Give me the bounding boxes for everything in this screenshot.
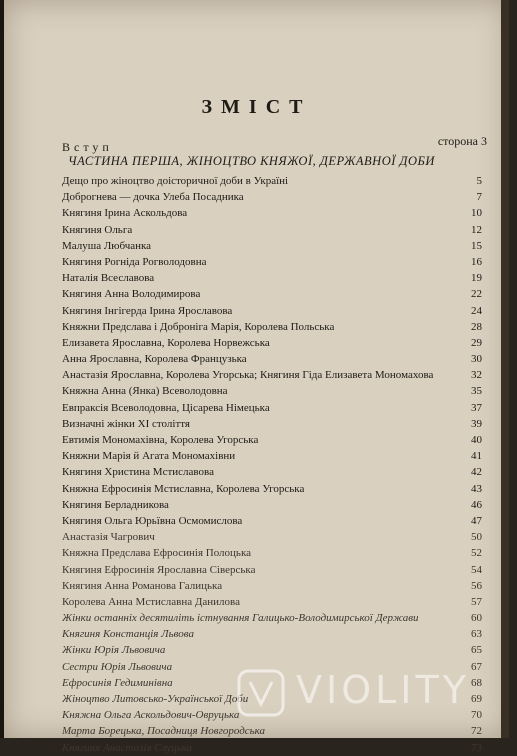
toc-entry-title: Елизавета Ярославна, Королева Норвежська: [62, 336, 270, 349]
violity-logo-icon: [236, 668, 286, 718]
toc-entry-title: Сестри Юрія Львовича: [62, 660, 173, 673]
toc-entry-page: 10: [471, 207, 482, 220]
toc-entry-page: 42: [471, 466, 482, 479]
toc-entry-title: Княгиня Констанція Львова: [62, 628, 194, 641]
toc-entry: [62, 173, 482, 189]
toc-entry-title: Дещо про жіноцтво доісторичної доби в Україні: [62, 175, 289, 187]
toc-entry-title: Княгиня Анастазія Слуцька: [62, 741, 193, 754]
toc-entry-title: Анастазія Ярославна, Королева Угорська; Княгиня Гіда Елизавета Мономахова: [62, 369, 434, 382]
toc-entry: [62, 464, 482, 480]
toc-entry: [62, 222, 482, 238]
intro-label: Вступ: [62, 140, 113, 154]
toc-entry: [62, 416, 482, 432]
toc-entry-title: Жінки Юрія Львовича: [62, 644, 166, 657]
toc-entry-title: Княгиня Інгігерда Ірина Ярославова: [62, 304, 233, 317]
toc-entry-title: Жіноцтво Литовсько-Української Доби: [62, 693, 249, 705]
toc-entry-page: 69: [471, 693, 482, 705]
intro-page: сторона 3: [437, 134, 487, 148]
toc-entry-page: 29: [471, 336, 482, 349]
toc-entry-title: Княжна Ефросинія Мстиславна, Королева Угорська: [62, 482, 305, 495]
toc-entry-page: 5: [476, 175, 482, 187]
toc-entry-title: Княжни Марія й Агата Мономахівни: [62, 450, 236, 463]
toc-entry-title: Марта Борецька, Посадниця Новгородська: [62, 725, 266, 738]
toc-entry: [62, 270, 482, 286]
toc-entry-page: 67: [471, 660, 482, 673]
toc-entry-page: 41: [471, 450, 482, 463]
toc-entry: [62, 529, 482, 545]
intro-row: [62, 134, 487, 154]
toc-entry-page: 39: [471, 417, 482, 430]
toc-entry-page: 60: [471, 612, 482, 625]
toc-entry-title: Королева Анна Мстиславна Данилова: [62, 595, 240, 608]
toc-entry: [62, 400, 482, 416]
toc-entry-page: 15: [471, 239, 482, 252]
toc-entry-title: Княжна Ольга Аскольдович-Овруцька: [62, 709, 240, 722]
toc-entry-title: Княгиня Рогніда Рогволодовна: [62, 255, 207, 268]
toc-entry-page: 35: [471, 385, 482, 398]
toc-entry: [62, 319, 482, 335]
toc-entry-page: 7: [476, 191, 482, 204]
toc-entry-page: 16: [471, 255, 482, 268]
toc-entry-title: Доброгнева — дочка Улеба Посадника: [62, 191, 244, 204]
toc-entry: [62, 286, 482, 302]
toc-entry: [62, 303, 482, 319]
toc-entry: [62, 254, 482, 270]
toc-entry-page: 56: [471, 579, 482, 592]
toc-entry: [62, 448, 482, 464]
toc-entry-title: Княгиня Ірина Аскольдова: [62, 207, 188, 220]
toc-entry-title: Наталія Всеславова: [62, 272, 155, 285]
toc-entry-title: Ефросинія Гедиминівна: [62, 676, 173, 689]
toc-entry-title: Княжни Предслава і Доброніга Марія, Королева Польська: [62, 320, 335, 333]
toc-entry-title: Княгиня Анна Володимирова: [62, 288, 201, 301]
toc-entry: [62, 610, 482, 626]
toc-entry-title: Княгиня Берладникова: [62, 498, 169, 511]
toc-entry-page: 57: [471, 595, 482, 608]
toc-entry-title: Евпраксія Всеволодовна, Цісарева Німецька: [62, 401, 270, 414]
toc-entry: [62, 335, 482, 351]
page-title: ЗМІСТ: [201, 96, 312, 118]
toc-entry-page: 50: [471, 531, 482, 544]
toc-entry-title: Анастазія Чагрович: [62, 531, 155, 544]
toc-entry: [62, 367, 482, 383]
toc-entry: [62, 545, 482, 561]
toc-entry-title: Анна Ярославна, Королева Французька: [62, 353, 247, 366]
toc-entry-page: 63: [471, 628, 482, 641]
toc-entry-page: 65: [471, 644, 482, 657]
toc-entry-page: 24: [471, 304, 482, 317]
toc-entry: [62, 723, 482, 739]
toc-entry-page: 72: [471, 725, 482, 738]
toc-entry: [62, 497, 482, 513]
toc-entry-title: Княгиня Ефросинія Ярославна Сіверська: [62, 563, 256, 576]
book-page: [4, 0, 509, 754]
toc-entry: [62, 578, 482, 594]
toc-entry-page: 30: [471, 353, 482, 366]
toc-entry-title: Жінки останніх десятиліть істнування Галицько-Володимирської Держави: [62, 612, 419, 625]
toc-entry-title: Визначні жінки ХІ століття: [62, 417, 190, 430]
toc-entry-page: 54: [471, 563, 482, 576]
toc-entry-title: Княгиня Анна Романова Галицька: [62, 579, 223, 592]
toc-entry: [62, 238, 482, 254]
toc-entry-title: Княжна Анна (Янка) Всеволодовна: [62, 385, 228, 398]
toc-entry: [62, 189, 482, 205]
toc-entry-page: 37: [471, 401, 482, 414]
toc-entry-page: 70: [471, 709, 482, 722]
toc-entry: [62, 594, 482, 610]
toc-entry-title: Княгиня Ольга: [62, 223, 133, 236]
toc-entry-page: 19: [471, 272, 482, 285]
toc-entry-page: 40: [471, 434, 482, 446]
watermark-text: VIOLITY: [296, 668, 470, 712]
toc-entry: [62, 626, 482, 642]
toc-entry-page: 52: [471, 547, 482, 560]
part-heading: ЧАСТИНА ПЕРША, ЖІНОЦТВО КНЯЖОЇ, ДЕРЖАВНОЇ ДОБИ: [68, 154, 435, 168]
toc-entry-page: 46: [471, 498, 482, 511]
toc-entry-page: 47: [471, 514, 482, 527]
toc-entry-title: Княжна Предслава Ефросинія Полоцька: [62, 547, 252, 560]
toc-entry-page: 32: [471, 369, 482, 382]
toc-entry: [62, 642, 482, 658]
toc-entry: [62, 513, 482, 529]
toc-entry-page: 73: [471, 741, 482, 754]
toc-entry: [62, 562, 482, 578]
toc-entry: [62, 740, 482, 756]
toc-entry-title: Евтимія Мономахівна, Королева Угорська: [62, 434, 259, 446]
toc-entry-page: 22: [471, 288, 482, 301]
toc-entry-page: 68: [471, 676, 482, 689]
toc-entry-title: Малуша Любчанка: [62, 239, 152, 252]
toc-entry: [62, 481, 482, 497]
toc-entry: [62, 383, 482, 399]
toc-entry: [62, 351, 482, 367]
toc-entry: [62, 432, 482, 448]
toc-entry-page: 12: [471, 223, 482, 236]
toc-entry: [62, 205, 482, 221]
toc-entry-title: Княгиня Христина Мстиславова: [62, 466, 214, 479]
toc-entry-title: Княгиня Ольга Юрьївна Осмомислова: [62, 514, 243, 527]
toc-entry-page: 43: [471, 482, 482, 495]
toc-entry-page: 28: [471, 320, 482, 333]
